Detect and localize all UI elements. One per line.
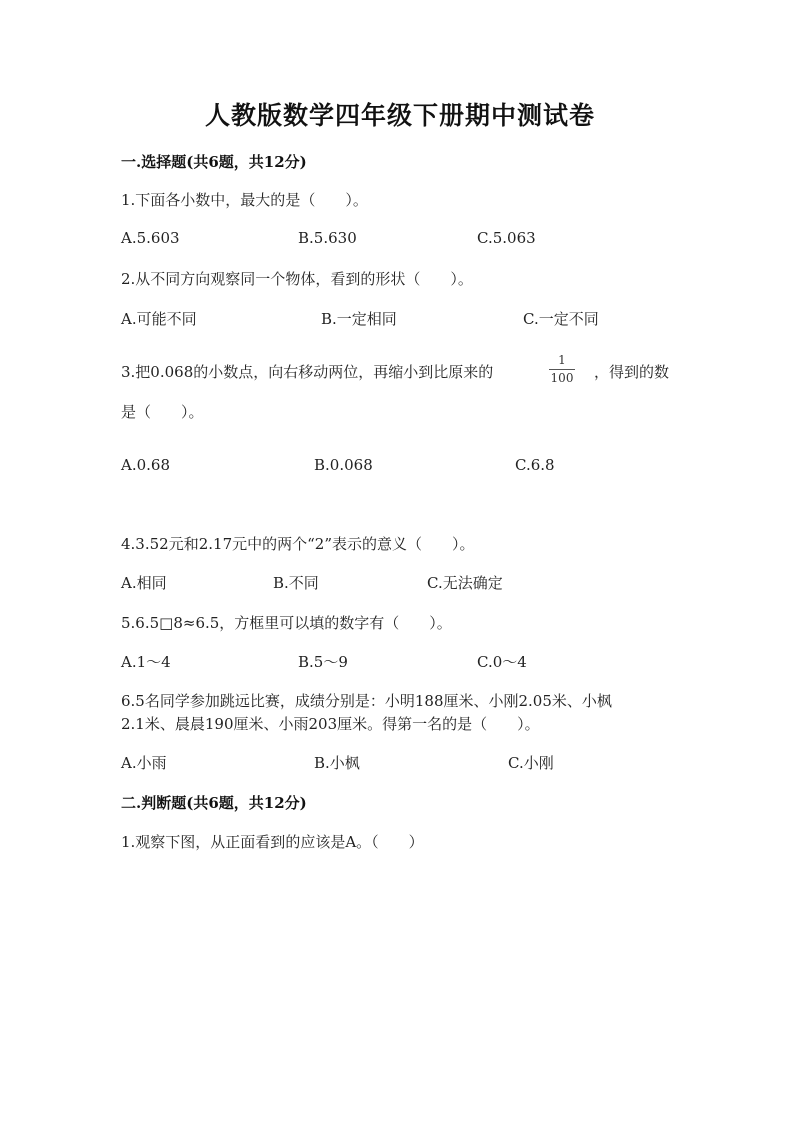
question-1: 1.下面各小数中，最大的是（ ）。 <box>121 191 368 209</box>
fraction-one-hundredth <box>549 354 575 385</box>
q2-option-b: B.一定相同 <box>321 310 397 328</box>
q5-option-b: B.5～9 <box>298 653 348 671</box>
question-2: 2.从不同方向观察同一个物体，看到的形状（ ）。 <box>121 270 473 288</box>
question-5: 5.6.5□8≈6.5，方框里可以填的数字有（ ）。 <box>121 614 452 632</box>
q1-option-c: C.5.063 <box>477 229 536 247</box>
judgment-question-1: 1.观察下图，从正面看到的应该是A。（ ） <box>121 833 424 851</box>
q6-option-a: A.小雨 <box>121 754 167 772</box>
question-6-line-2: 2.1米、晨晨190厘米、小雨203厘米。得第一名的是（ ）。 <box>121 715 540 733</box>
section-heading-multiple-choice: 一.选择题(共6题，共12分) <box>121 153 307 171</box>
q4-option-b: B.不同 <box>273 574 319 592</box>
q6-option-b: B.小枫 <box>314 754 360 772</box>
question-3-line-1-end: ，得到的数 <box>594 363 670 381</box>
q2-option-a: A.可能不同 <box>121 310 197 328</box>
q3-option-c: C.6.8 <box>515 456 555 474</box>
question-3-line-1: 3.把0.068的小数点，向右移动两位，再缩小到比原来的 <box>121 363 494 381</box>
q1-option-a: A.5.603 <box>121 229 180 247</box>
q3-option-b: B.0.068 <box>314 456 373 474</box>
question-4: 4.3.52元和2.17元中的两个“2”表示的意义（ ）。 <box>121 535 475 553</box>
question-3-line-2: 是（ ）。 <box>121 403 204 421</box>
q4-option-c: C.无法确定 <box>427 574 503 592</box>
q3-option-a: A.0.68 <box>121 456 170 474</box>
q1-option-b: B.5.630 <box>298 229 357 247</box>
section-heading-true-false: 二.判断题(共6题，共12分) <box>121 794 307 812</box>
question-6-line-1: 6.5名同学参加跳远比赛，成绩分别是：小明188厘米、小刚2.05米、小枫 <box>121 692 612 710</box>
fraction-denominator: 100 <box>550 371 574 385</box>
page-title: 人教版数学四年级下册期中测试卷 <box>204 101 595 130</box>
q4-option-a: A.相同 <box>121 574 167 592</box>
fraction-bar <box>549 369 575 370</box>
q6-option-c: C.小刚 <box>508 754 554 772</box>
q5-option-c: C.0～4 <box>477 653 527 671</box>
fraction-numerator: 1 <box>558 353 566 367</box>
q2-option-c: C.一定不同 <box>523 310 599 328</box>
q5-option-a: A.1～4 <box>121 653 171 671</box>
